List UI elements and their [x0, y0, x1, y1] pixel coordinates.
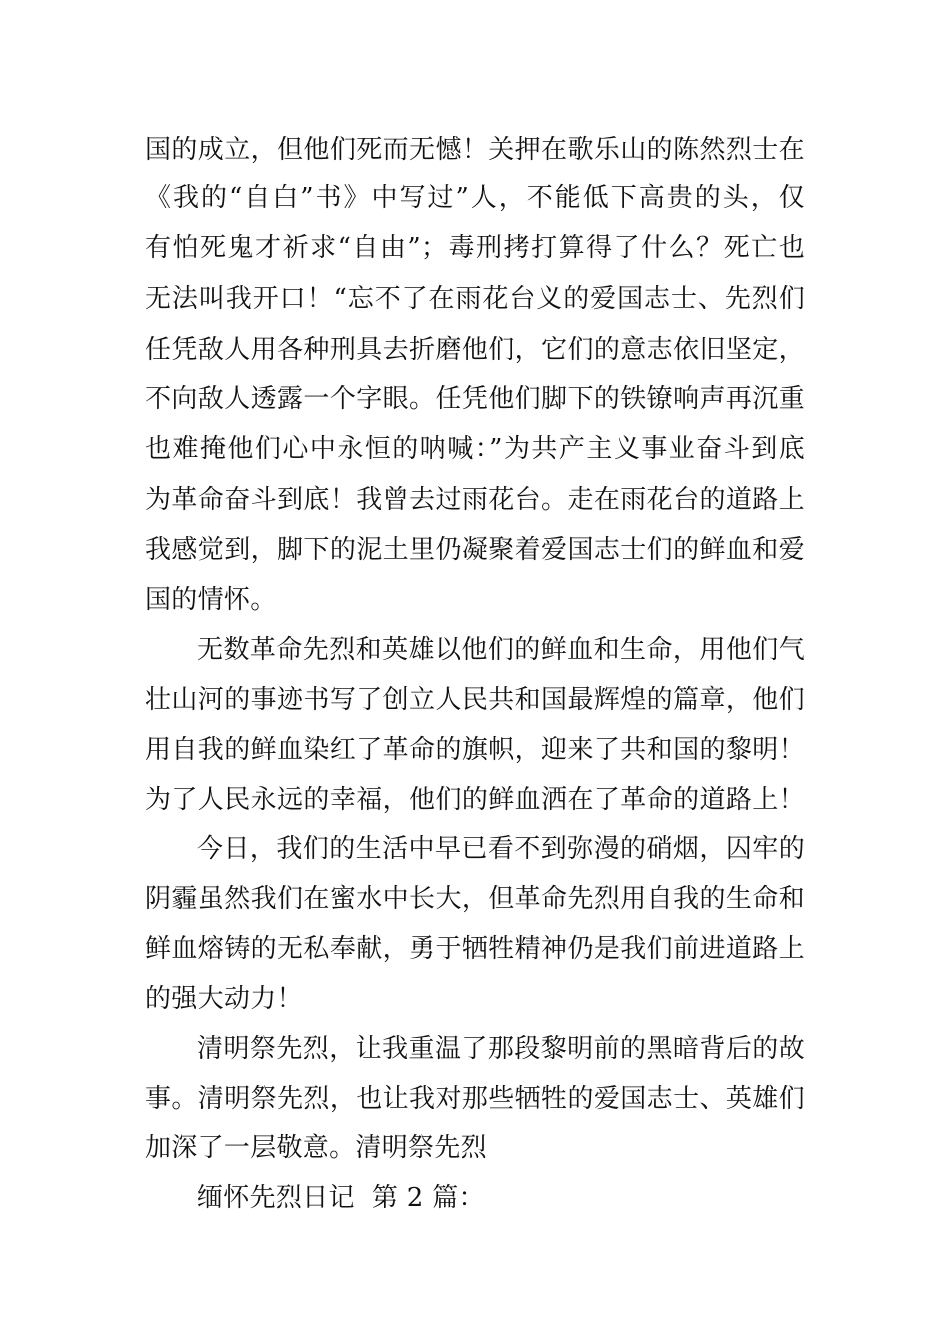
paragraph-1-line-10: 国的情怀。	[145, 585, 277, 615]
paragraph-1-line-2: 《我的“自白”书》中写过”人，不能低下高贵的头，仅	[145, 183, 805, 213]
paragraph-1-line-9: 我感觉到，脚下的泥土里仍凝聚着爱国志士们的鲜血和爱	[145, 535, 805, 565]
paragraph-1-line-7: 也难掩他们心中永恒的呐喊：”为共产主义事业奋斗到底	[145, 434, 805, 464]
paragraph-4-line-1: 清明祭先烈，让我重温了那段黎明前的黑暗背后的故	[197, 1034, 805, 1064]
paragraph-2-line-2: 壮山河的事迹书写了创立人民共和国最辉煌的篇章，他们	[145, 685, 805, 715]
paragraph-1-line-5: 任凭敌人用各种刑具去折磨他们，它们的意志依旧坚定，	[145, 335, 805, 365]
paragraph-4-line-2: 事。清明祭先烈，也让我对那些牺牲的爱国志士、英雄们	[145, 1084, 805, 1114]
paragraph-1-line-4: 无法叫我开口！“忘不了在雨花台义的爱国志士、先烈们	[145, 284, 805, 314]
paragraph-1-line-6: 不向敌人透露一个字眼。任凭他们脚下的铁镣响声再沉重	[145, 384, 805, 414]
paragraph-1-line-8: 为革命奋斗到底！我曾去过雨花台。走在雨花台的道路上	[145, 485, 805, 515]
paragraph-1-line-1: 国的成立，但他们死而无憾！关押在歌乐山的陈然烈士在	[145, 135, 805, 165]
paragraph-4-line-3: 加深了一层敬意。清明祭先烈	[145, 1133, 487, 1163]
paragraph-3-line-3: 鲜血熔铸的无私奉献，勇于牺牲精神仍是我们前进道路上	[145, 934, 805, 964]
paragraph-1-line-3: 有怕死鬼才祈求“自由”；毒刑拷打算得了什么？死亡也	[145, 233, 805, 263]
paragraph-3-line-1: 今日，我们的生活中早已看不到弥漫的硝烟，囚牢的	[197, 834, 805, 864]
paragraph-3-line-2: 阴霾虽然我们在蜜水中长大，但革命先烈用自我的生命和	[145, 884, 805, 914]
next-article-heading: 缅怀先烈日记 第 2 篇：	[197, 1183, 485, 1213]
paragraph-2-line-3: 用自我的鲜血染红了革命的旗帜，迎来了共和国的黎明！	[145, 735, 805, 765]
paragraph-3-line-4: 的强大动力！	[145, 984, 303, 1014]
paragraph-2-line-4: 为了人民永远的幸福，他们的鲜血洒在了革命的道路上！	[145, 785, 805, 815]
paragraph-2-line-1: 无数革命先烈和英雄以他们的鲜血和生命，用他们气	[197, 635, 805, 665]
